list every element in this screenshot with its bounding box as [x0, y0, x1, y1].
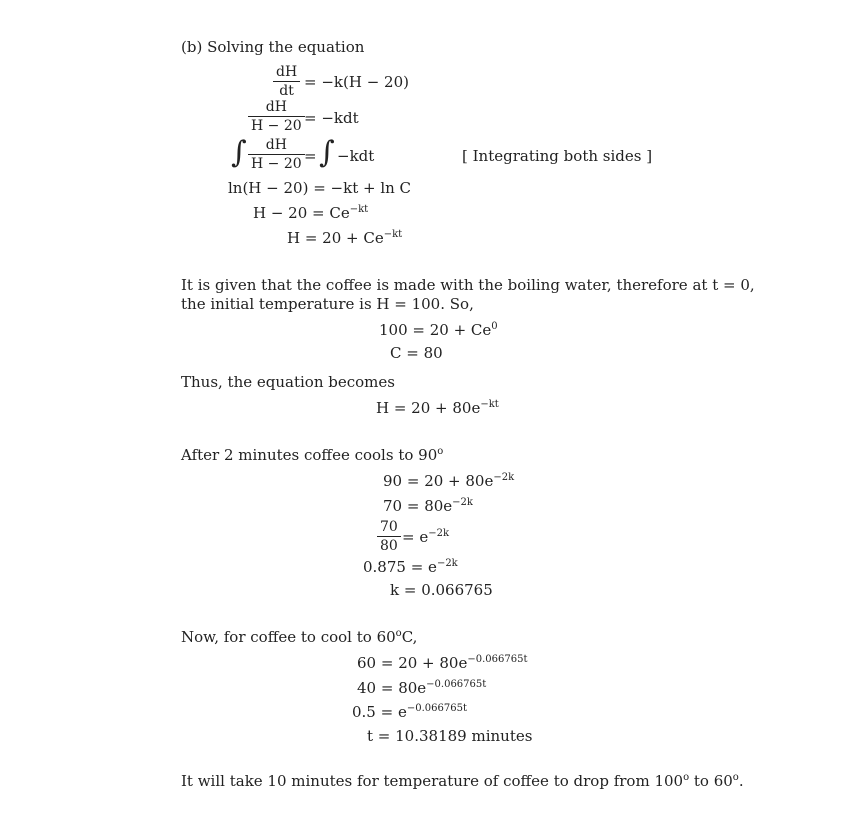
equation-base: 0.5 = e [352, 703, 407, 721]
equation-step-4: ln(H − 20) = −kt + ln C [228, 179, 412, 197]
exponent: o [437, 446, 444, 457]
equation-base: = e [402, 528, 429, 546]
conclusion-text-a: It will take 10 minutes for temperature of coffee to drop from 100 [181, 772, 684, 790]
fraction-bar [273, 81, 300, 82]
equation-step-5 [253, 204, 368, 222]
fraction-bar [248, 116, 305, 117]
equation-base: 90 = 20 + 80e [383, 472, 494, 490]
exponent: −2k [452, 497, 473, 508]
fraction-denominator: H − 20 [251, 156, 302, 172]
equation-base: 100 = 20 + Ce [379, 321, 492, 339]
equation-base: 40 = 80e [357, 679, 427, 697]
equation-base: 0.875 = e [363, 558, 437, 576]
equation-final-2 [357, 679, 486, 697]
fraction-dh-dt [273, 64, 300, 99]
paragraph-text-tail: C, [401, 628, 418, 646]
fraction-denominator: H − 20 [251, 118, 302, 134]
paragraph-equation-becomes: Thus, the equation becomes [181, 373, 395, 391]
fraction-bar [248, 154, 305, 155]
equation-final-4: t = 10.38189 minutes [367, 727, 533, 745]
paragraph-conclusion [181, 772, 744, 790]
fraction-numerator: 70 [380, 519, 398, 535]
exponent: −0.066765t [406, 703, 467, 714]
fraction-dh-h20 [248, 99, 305, 134]
equation-cooling-4 [363, 558, 458, 576]
equation-cooling-1 [383, 472, 514, 490]
equation-cooling-3-rhs [402, 528, 449, 546]
equation-general [376, 399, 499, 417]
equation-base: 60 = 20 + 80e [357, 654, 468, 672]
paragraph-after-2-minutes [181, 446, 443, 464]
paragraph-text: After 2 minutes coffee cools to 90 [181, 446, 438, 464]
equation-initial-1 [379, 321, 498, 339]
integral-sign-left: ∫ [231, 135, 247, 170]
paragraph-text: Now, for coffee to cool to 60 [181, 628, 396, 646]
exponent: −2k [428, 528, 450, 539]
exponent: o [732, 772, 739, 783]
equation-base: 70 = 80e [383, 497, 453, 515]
part-label: (b) Solving the equation [181, 38, 365, 56]
fraction-denominator: dt [279, 83, 294, 99]
paragraph-cool-to-60 [181, 628, 417, 646]
exponent: −kt [349, 204, 369, 215]
equation-step-6 [287, 229, 402, 247]
exponent: −2k [436, 558, 458, 569]
exponent: 0 [491, 321, 498, 332]
conclusion-text-b: to 60 [689, 772, 733, 790]
conclusion-text-c: . [738, 772, 744, 790]
paragraph-initial-condition-line-1: It is given that the coffee is made with the boiling water, therefore at t = 0, [181, 276, 755, 294]
exponent: o [683, 772, 690, 783]
fraction-bar [377, 536, 401, 537]
equals-sign: = [304, 147, 317, 165]
equation-initial-2: C = 80 [390, 344, 443, 362]
equation-base: H − 20 = Ce [253, 204, 350, 222]
integral-sign-right: ∫ [319, 135, 335, 170]
fraction-70-80 [377, 519, 401, 554]
equation-step-3-rhs: −kdt [337, 147, 375, 165]
equation-cooling-5: k = 0.066765 [390, 581, 493, 599]
exponent: −0.066765t [426, 679, 487, 690]
equation-step-1-rhs: = −k(H − 20) [304, 73, 409, 91]
fraction-denominator: 80 [380, 538, 398, 554]
equation-step-2-rhs: = −kdt [304, 109, 359, 127]
equation-base: H = 20 + 80e [376, 399, 481, 417]
fraction-numerator: dH [276, 64, 298, 80]
equation-cooling-2 [383, 497, 473, 515]
fraction-numerator: dH [265, 99, 287, 115]
exponent: −kt [480, 399, 499, 410]
paragraph-initial-condition-line-2: the initial temperature is H = 100. So, [181, 295, 474, 313]
fraction-numerator: dH [265, 137, 287, 153]
equation-final-1 [357, 654, 527, 672]
fraction-integrand [248, 137, 305, 172]
integration-note: [ Integrating both sides ] [462, 147, 653, 165]
exponent: −0.066765t [467, 654, 528, 665]
exponent: −2k [493, 472, 515, 483]
equation-final-3 [352, 703, 467, 721]
exponent: o [395, 628, 402, 639]
exponent: −kt [383, 229, 403, 240]
equation-base: H = 20 + Ce [287, 229, 384, 247]
